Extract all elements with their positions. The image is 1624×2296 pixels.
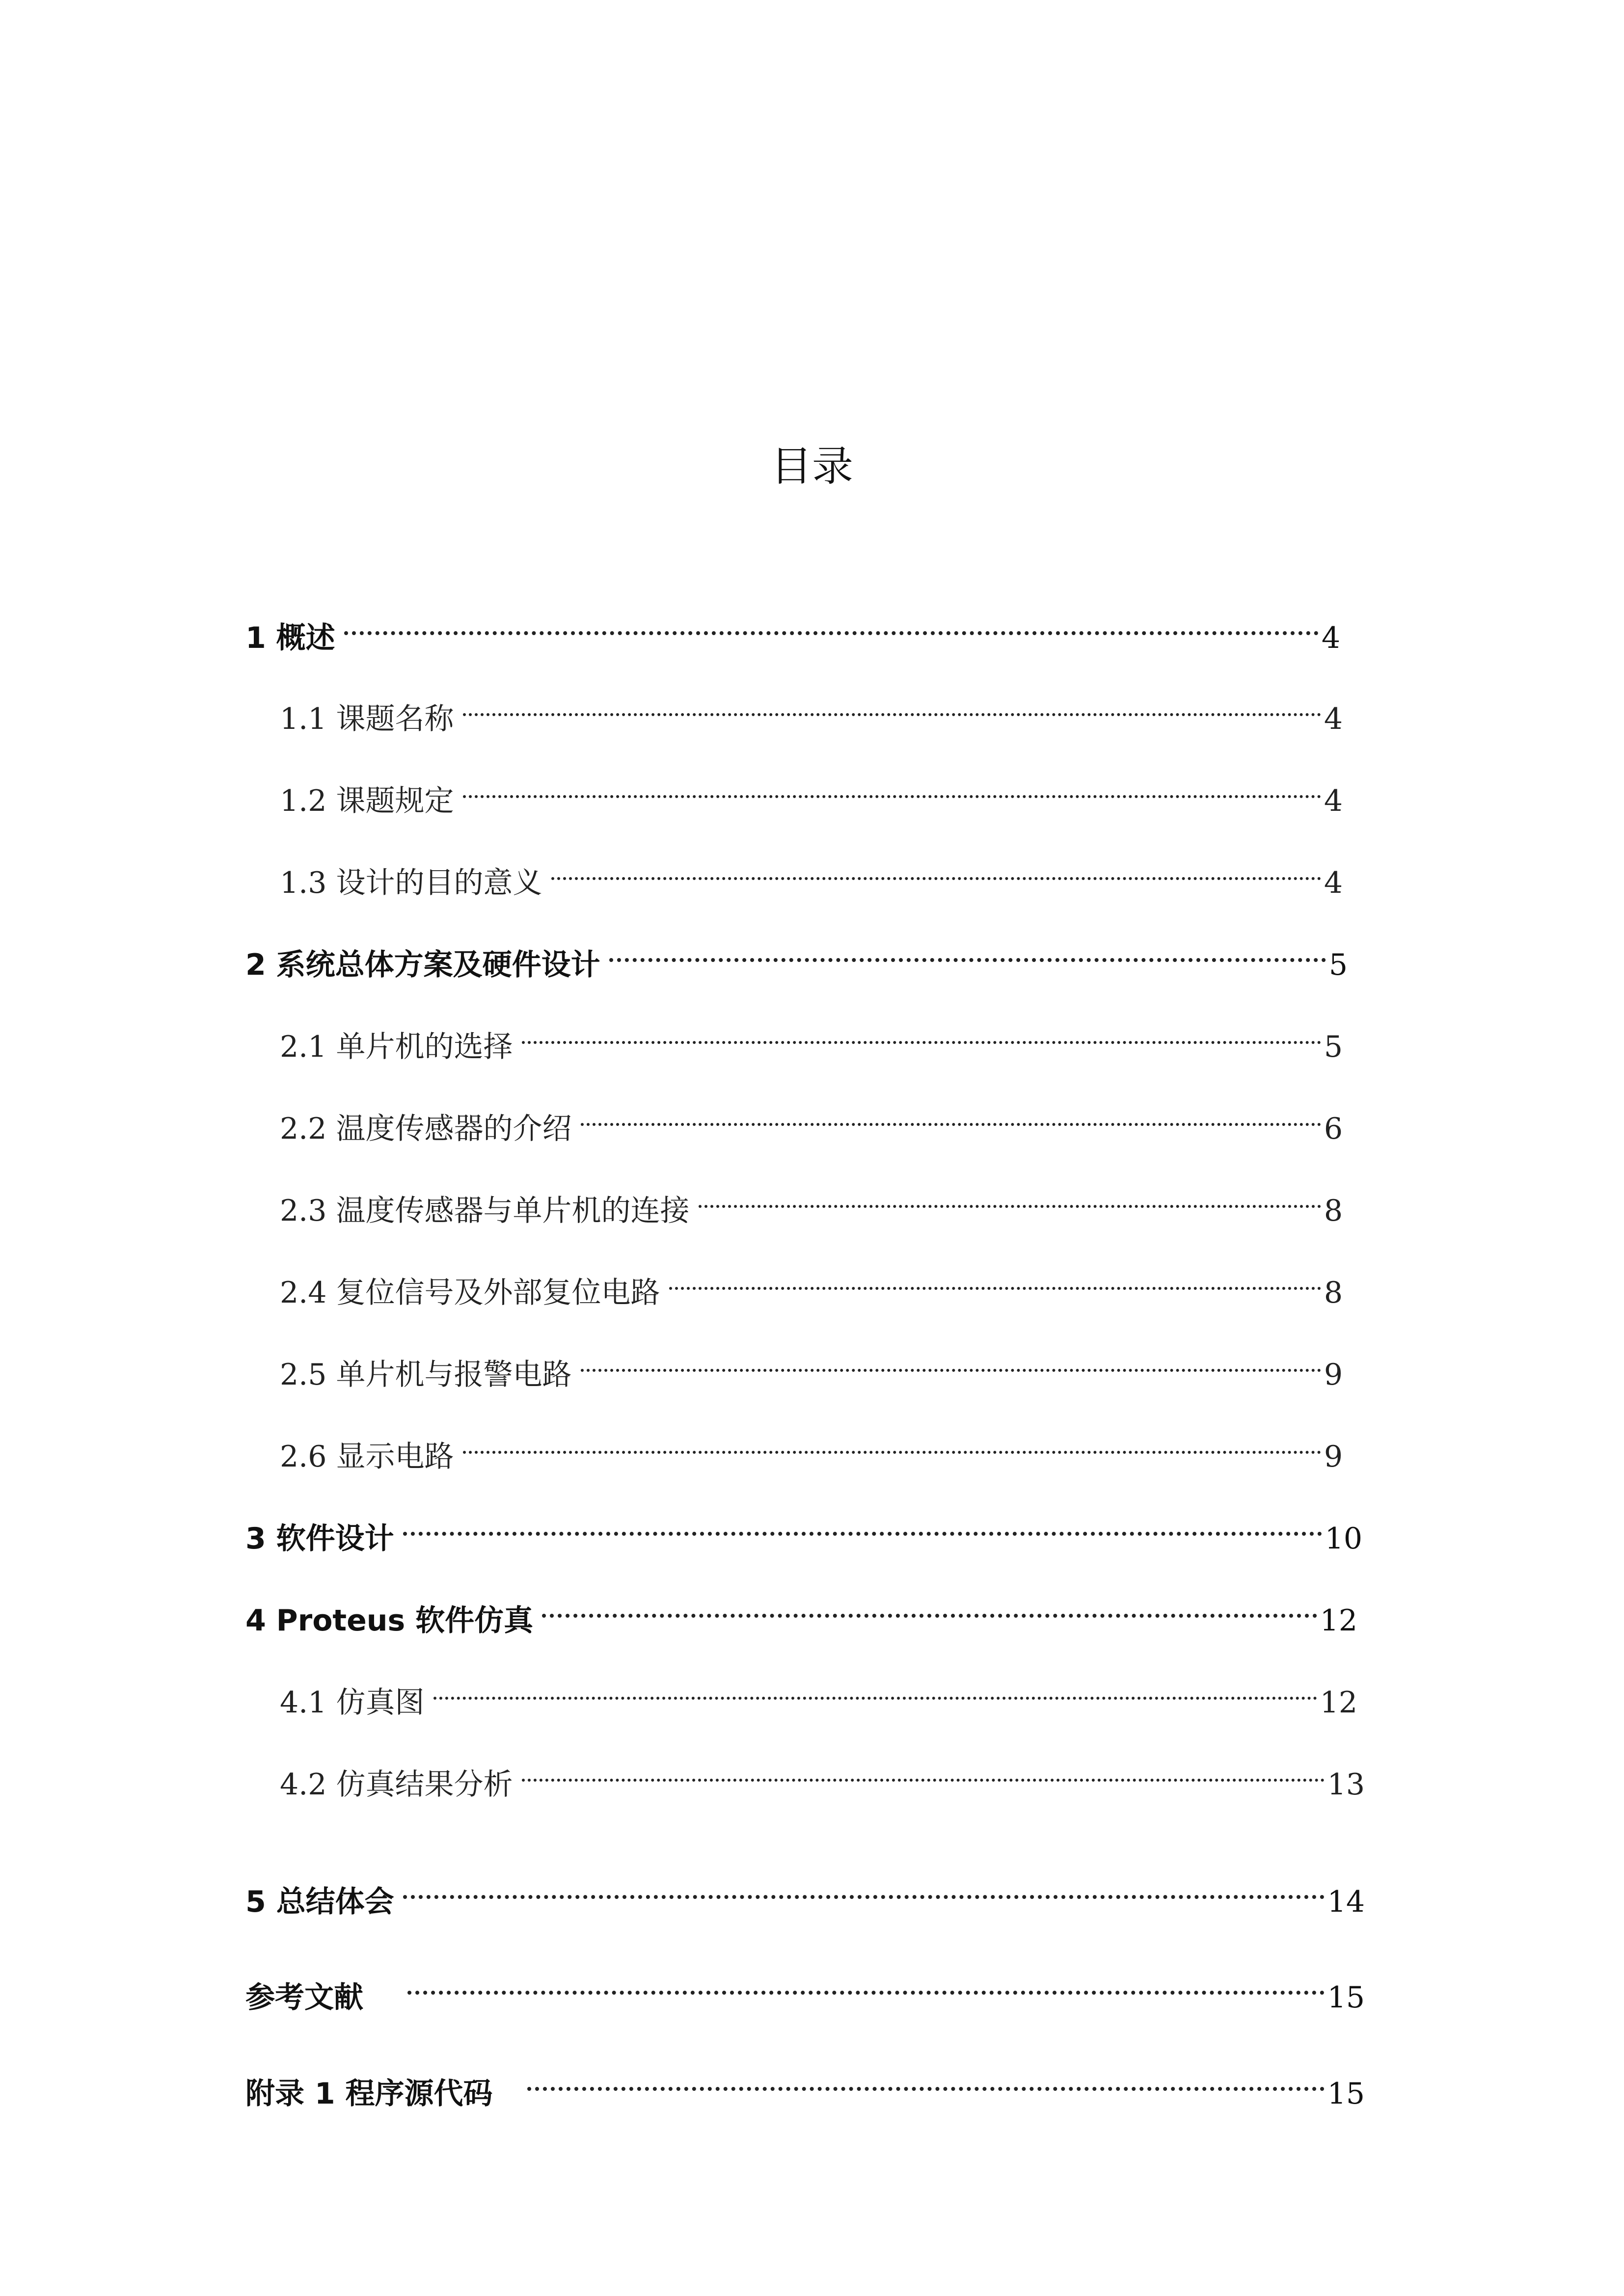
toc-entry-label: 1.2 课题规定 xyxy=(280,784,454,818)
dot-leader xyxy=(463,767,1321,811)
toc-entry-label: 2.4 复位信号及外部复位电路 xyxy=(280,1276,660,1310)
toc-entry-page: 4 xyxy=(1324,784,1343,818)
toc-entry-page: 15 xyxy=(1327,1980,1365,2015)
toc-entry[interactable] xyxy=(280,1750,1365,1802)
toc-entry-page: 13 xyxy=(1327,1767,1365,1802)
toc-entry-label: 4.2 仿真结果分析 xyxy=(280,1767,513,1802)
dot-leader xyxy=(551,849,1321,893)
toc-entry-page: 14 xyxy=(1327,1885,1365,1919)
toc-entry-page: 4 xyxy=(1324,702,1343,736)
toc-entry-label: 1 概述 xyxy=(245,621,335,655)
toc-entry[interactable] xyxy=(245,931,1348,982)
dot-leader xyxy=(542,1586,1317,1630)
toc-entry-page: 4 xyxy=(1324,866,1343,900)
dot-leader xyxy=(463,1422,1321,1467)
toc-entry[interactable] xyxy=(280,1258,1343,1310)
toc-entry-label: 2.1 单片机的选择 xyxy=(280,1030,513,1064)
dot-leader xyxy=(407,1963,1325,2007)
dot-leader xyxy=(463,685,1321,729)
toc-entry[interactable] xyxy=(280,1095,1343,1146)
dot-leader xyxy=(527,2059,1325,2104)
dot-leader xyxy=(699,1176,1321,1221)
dot-leader xyxy=(669,1258,1321,1303)
toc-entry-page: 5 xyxy=(1324,1030,1343,1064)
toc-entry[interactable] xyxy=(245,1586,1357,1638)
toc-entry[interactable] xyxy=(245,604,1340,655)
toc-entry-page: 8 xyxy=(1324,1194,1343,1228)
toc-entry-label: 参考文献 xyxy=(245,1980,363,2015)
toc-entry-label: 5 总结体会 xyxy=(245,1885,394,1919)
toc-entry-page: 12 xyxy=(1320,1685,1357,1720)
toc-entry-label: 2.6 显示电路 xyxy=(280,1440,454,1474)
toc-entry-label: 2.3 温度传感器与单片机的连接 xyxy=(280,1194,690,1228)
toc-entry-page: 10 xyxy=(1325,1522,1362,1556)
dot-leader xyxy=(433,1668,1317,1712)
toc-entry[interactable] xyxy=(280,1668,1357,1720)
dot-leader xyxy=(522,1013,1321,1057)
toc-entry[interactable] xyxy=(280,1176,1343,1228)
toc-entry[interactable] xyxy=(280,1340,1343,1392)
toc-entry[interactable] xyxy=(280,1422,1343,1474)
toc-entry-label: 1.1 课题名称 xyxy=(280,702,454,736)
toc-entry[interactable] xyxy=(280,767,1343,818)
dot-leader xyxy=(522,1750,1325,1794)
toc-entry-label: 4.1 仿真图 xyxy=(280,1685,425,1720)
toc-entry-label: 2.2 温度传感器的介绍 xyxy=(280,1112,572,1146)
toc-entry-label: 3 软件设计 xyxy=(245,1522,394,1556)
toc-entry[interactable] xyxy=(245,1504,1362,1556)
toc-entry[interactable] xyxy=(280,1013,1343,1064)
toc-entry-label: 1.3 设计的目的意义 xyxy=(280,866,542,900)
dot-leader xyxy=(609,931,1326,975)
toc-entry-page: 5 xyxy=(1328,948,1348,982)
toc-title: 目录 xyxy=(770,442,853,490)
dot-leader xyxy=(581,1340,1321,1385)
toc-entry-page: 8 xyxy=(1324,1276,1343,1310)
toc-entry-label: 附录 1 程序源代码 xyxy=(245,2077,493,2111)
toc-entry[interactable] xyxy=(245,1868,1365,1919)
toc-entry-label: 2 系统总体方案及硬件设计 xyxy=(245,948,600,982)
toc-entry-page: 4 xyxy=(1321,621,1340,655)
toc-entry-page: 9 xyxy=(1324,1358,1343,1392)
dot-leader xyxy=(581,1095,1321,1139)
toc-entry-page: 6 xyxy=(1324,1112,1343,1146)
toc-entry[interactable] xyxy=(280,849,1343,900)
toc-entry[interactable] xyxy=(245,2059,1365,2111)
dot-leader xyxy=(403,1504,1322,1548)
toc-entry-label: 4 Proteus 软件仿真 xyxy=(245,1603,534,1638)
toc-entry[interactable] xyxy=(245,1963,1365,2015)
toc-entry-page: 9 xyxy=(1324,1440,1343,1474)
toc-entry[interactable] xyxy=(280,685,1343,736)
dot-leader xyxy=(344,604,1319,648)
toc-entry-page: 12 xyxy=(1320,1603,1357,1638)
dot-leader xyxy=(403,1868,1325,1912)
toc-entry-page: 15 xyxy=(1327,2077,1365,2111)
toc-entry-label: 2.5 单片机与报警电路 xyxy=(280,1358,572,1392)
